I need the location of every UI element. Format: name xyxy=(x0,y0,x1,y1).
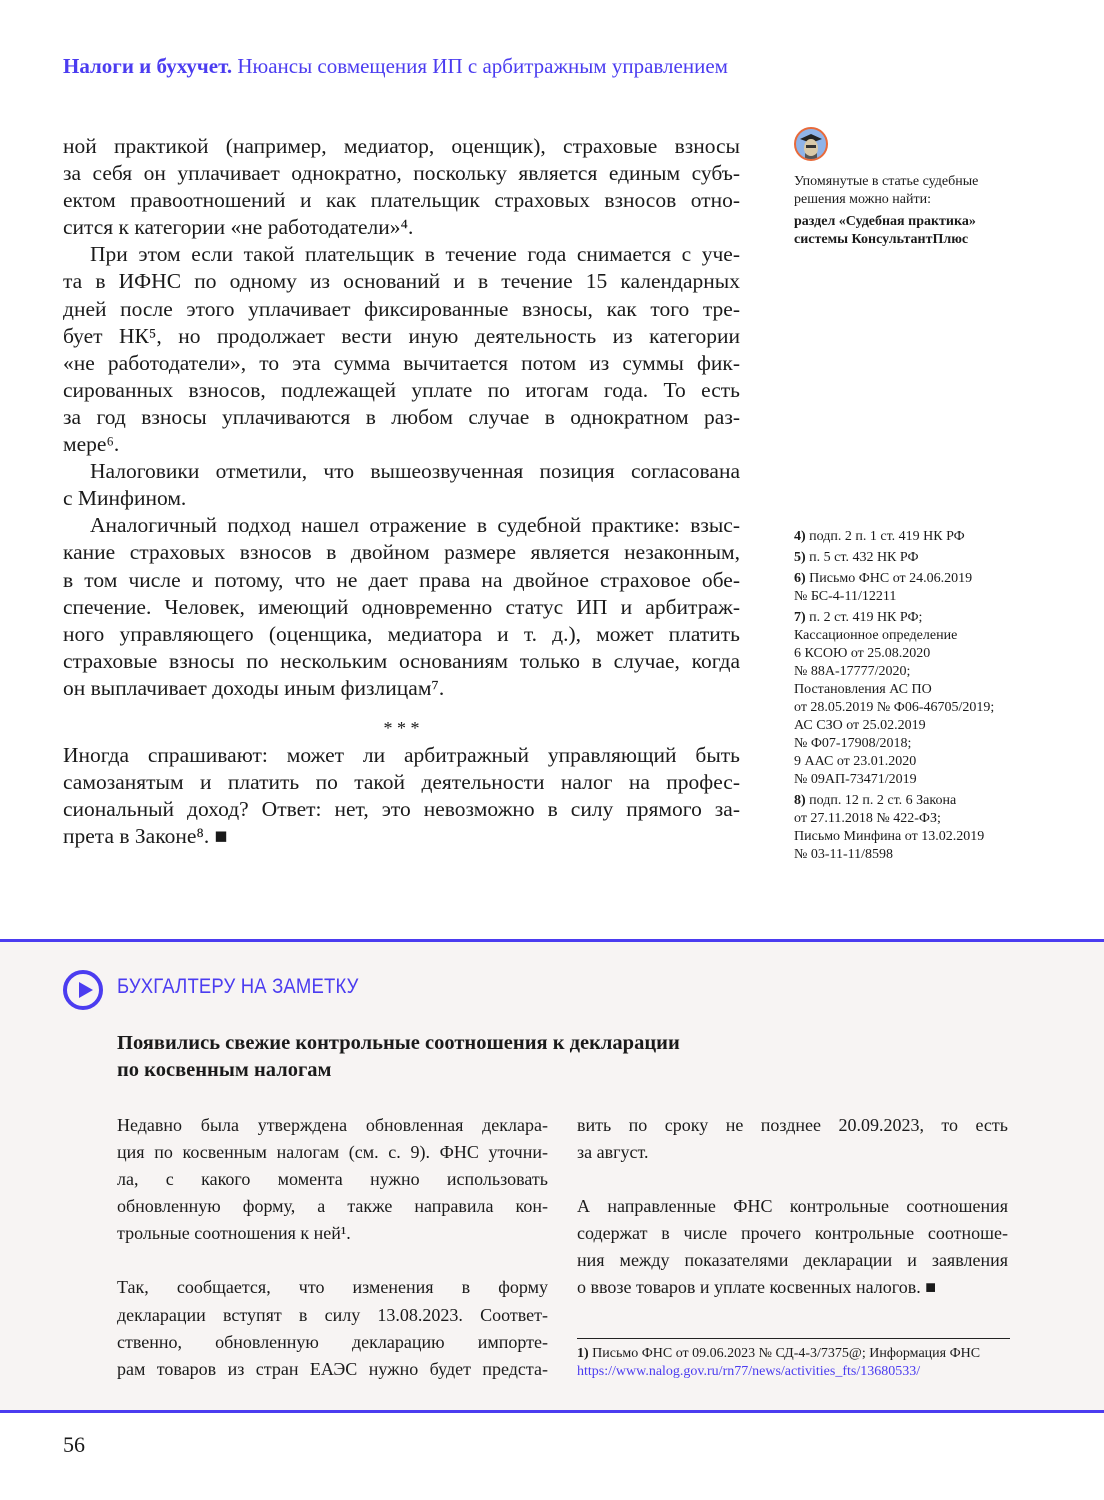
footnote-number: 7) xyxy=(794,610,806,625)
sidebar-note xyxy=(794,173,1014,249)
running-header xyxy=(63,54,728,79)
footnote-number: 4) xyxy=(794,529,806,544)
text-line: При этом если такой плательщик в течение года снимается с уче- xyxy=(90,242,740,267)
footnote-text: п. 2 ст. 419 НК РФ; xyxy=(809,610,923,625)
text-line: о ввозе товаров и уплате косвенных налогов. ■ xyxy=(577,1277,937,1298)
footnote-text: № 09АП-73471/2019 xyxy=(794,772,917,787)
footnote-number: 6) xyxy=(794,571,806,586)
footnote-number: 5) xyxy=(794,550,806,565)
note-text: Упомянутые в статье судебные решения можно найти: xyxy=(794,174,979,207)
footnote-text: № 03-11-11/8598 xyxy=(794,847,894,862)
footnote-item xyxy=(794,549,1019,567)
paragraph-gap xyxy=(117,1247,548,1274)
footnote-line xyxy=(794,645,1019,663)
text-line: обновленную форму, а также направила кон- xyxy=(117,1196,548,1217)
footnote-line xyxy=(794,717,1019,735)
footnote-line xyxy=(794,549,1019,567)
footnote-text: Письмо ФНС от 09.06.2023 № СД-4-3/7375@; Информация ФНС xyxy=(592,1346,981,1361)
text-line: страховые взносы по нескольким основаниям только в случае, когда xyxy=(63,648,740,673)
footnote-text: Постановления АС ПО xyxy=(794,682,932,697)
text-line: мере⁶. xyxy=(63,432,120,457)
footnote-text: 9 ААС от 23.01.2020 xyxy=(794,754,917,769)
footnote-line xyxy=(794,663,1019,681)
footnote-line xyxy=(794,627,1019,645)
consultant-avatar-icon xyxy=(794,127,828,161)
text-line: Аналогичный подход нашел отражение в судебной практике: взыс- xyxy=(90,513,740,538)
box-title-line: по косвенным налогам xyxy=(117,1059,332,1081)
footnote-line xyxy=(794,588,1019,606)
text-line: ектом правоотношений и как плательщик страховых взносов отно- xyxy=(63,188,740,213)
footnote-item xyxy=(794,528,1019,546)
footnote-text: подп. 2 п. 1 ст. 419 НК РФ xyxy=(809,529,965,544)
text-line: самозанятым и платить по такой деятельности налог на профес- xyxy=(63,770,740,795)
text-line: прета в Законе⁸. ■ xyxy=(63,824,228,849)
text-line: дней после этого уплачивает фиксированные взносы, как того тре- xyxy=(63,296,740,321)
footnote-text: № БС-4-11/12211 xyxy=(794,589,897,604)
text-line: ния между показателями декларации и заявления xyxy=(577,1250,1008,1271)
play-icon xyxy=(63,970,103,1010)
text-line: «не работодатели», то эта сумма вычитается потом из суммы фик- xyxy=(63,350,740,375)
text-line: за год взносы уплачиваются в любом случае в однократном раз- xyxy=(63,404,740,429)
footnote-number: 8) xyxy=(794,793,806,808)
footnote-line xyxy=(794,792,1019,810)
footnote-line xyxy=(794,528,1019,546)
footnote-text: Кассационное определение xyxy=(794,628,958,643)
text-line: ной практикой (например, медиатор, оценщик), страховые взносы xyxy=(63,134,740,158)
footnote-line xyxy=(794,771,1019,789)
text-line: сированных взносов, подлежащей уплате по итогам года. То есть xyxy=(63,377,740,402)
text-line: рам товаров из стран ЕАЭС нужно будет предста- xyxy=(117,1358,548,1379)
box-title xyxy=(117,1030,680,1084)
text-line: содержат в числе прочего контрольные соотноше- xyxy=(577,1223,1008,1244)
text-line: кание страховых взносов в двойном размере является незаконным, xyxy=(63,540,740,565)
box-footnote xyxy=(577,1338,1010,1381)
text-line: он выплачивает доходы иным физлицам⁷. xyxy=(63,675,445,700)
text-line: Недавно была утверждена обновленная деклара- xyxy=(117,1115,548,1135)
footnote-line xyxy=(794,609,1019,627)
text-line: та в ИФНС по одному из оснований и в течение 15 календарных xyxy=(63,269,740,294)
text-line: А направленные ФНС контрольные соотношения xyxy=(577,1196,1008,1217)
box-label: БУХГАЛТЕРУ НА ЗАМЕТКУ xyxy=(117,975,359,998)
text-line: декларации вступят в силу 13.08.2023. Соответ- xyxy=(117,1304,548,1325)
text-line: спечение. Человек, имеющий одновременно статус ИП и арбитраж- xyxy=(63,594,740,619)
text-line: Налоговики отметили, что вышеозвученная позиция согласована xyxy=(90,459,740,484)
section-separator: * * * xyxy=(383,717,420,738)
text-line: за себя он уплачивает однократно, поскольку является единым субъ- xyxy=(63,161,740,186)
text-line: трольные соотношения к ней¹. xyxy=(117,1223,351,1244)
text-line: вить по сроку не позднее 20.09.2023, то есть xyxy=(577,1115,1008,1135)
footnote-line xyxy=(794,699,1019,717)
text-line: за август. xyxy=(577,1142,649,1163)
footnote-text: Письмо ФНС от 24.06.2019 xyxy=(809,571,973,586)
footnote-line xyxy=(794,828,1019,846)
footnote-line xyxy=(794,735,1019,753)
article-title: Нюансы совмещения ИП с арбитражным управлением xyxy=(237,54,728,78)
footnote-item xyxy=(794,792,1019,864)
footnote-text: от 28.05.2019 № Ф06-46705/2019; xyxy=(794,700,995,715)
footnotes xyxy=(794,528,1019,867)
text-line: ного управляющего (оценщика, медиатора и т. д.), может платить xyxy=(63,621,740,646)
footnote-number: 1) xyxy=(577,1346,589,1361)
text-line: сиональный доход? Ответ: нет, это невозможно в силу прямого за- xyxy=(63,797,740,822)
footnote-text: 6 КСОЮ от 25.08.2020 xyxy=(794,646,931,661)
text-line: ция по косвенным налогам (см. с. 9). ФНС уточни- xyxy=(117,1142,548,1163)
box-left-column xyxy=(117,1112,548,1383)
footnote-text: № Ф07-17908/2018; xyxy=(794,736,912,751)
footnote-line xyxy=(794,570,1019,588)
box-right-column xyxy=(577,1112,1008,1302)
footnote-item xyxy=(794,570,1019,606)
box-title-line: Появились свежие контрольные соотношения к декларации xyxy=(117,1032,680,1054)
text-line: в том числе и потому, что не дает права на двойное страховое обе- xyxy=(63,567,740,592)
text-line: Иногда спрашивают: может ли арбитражный управляющий быть xyxy=(63,742,740,767)
footnote-line xyxy=(794,681,1019,699)
footnote-text: АС СЗО от 25.02.2019 xyxy=(794,718,926,733)
footnote-text: п. 5 ст. 432 НК РФ xyxy=(809,550,919,565)
footnote-line xyxy=(794,753,1019,771)
footnote-item xyxy=(794,609,1019,789)
main-text xyxy=(63,133,740,850)
paragraph-gap xyxy=(577,1166,1008,1193)
footnote-text: от 27.11.2018 № 422-ФЗ; xyxy=(794,811,941,826)
footnote-text: Письмо Минфина от 13.02.2019 xyxy=(794,829,985,844)
footnote-link[interactable]: https://www.nalog.gov.ru/rn77/news/activities_fts/13680533/ xyxy=(577,1364,921,1379)
text-line: Так, сообщается, что изменения в форму xyxy=(117,1277,548,1298)
section-name: Налоги и бухучет. xyxy=(63,54,233,78)
footnote-line xyxy=(794,810,1019,828)
accountant-note-box xyxy=(0,939,1104,1413)
footnote-line xyxy=(794,846,1019,864)
text-line: сится к категории «не работодатели»⁴. xyxy=(63,215,414,240)
text-line: с Минфином. xyxy=(63,486,187,511)
footnote-text: № 88А-17777/2020; xyxy=(794,664,911,679)
text-line: бует НК⁵, но продолжает вести иную деятельность из категории xyxy=(63,323,740,348)
page-number: 56 xyxy=(63,1432,85,1457)
footnote-text: подп. 12 п. 2 ст. 6 Закона xyxy=(809,793,957,808)
note-source: раздел «Судебная практика» системы КонсультантПлюс xyxy=(794,214,976,247)
text-line: ла, с какого момента нужно использовать xyxy=(117,1169,548,1190)
text-line: ственно, обновленную декларацию импорте- xyxy=(117,1331,548,1352)
